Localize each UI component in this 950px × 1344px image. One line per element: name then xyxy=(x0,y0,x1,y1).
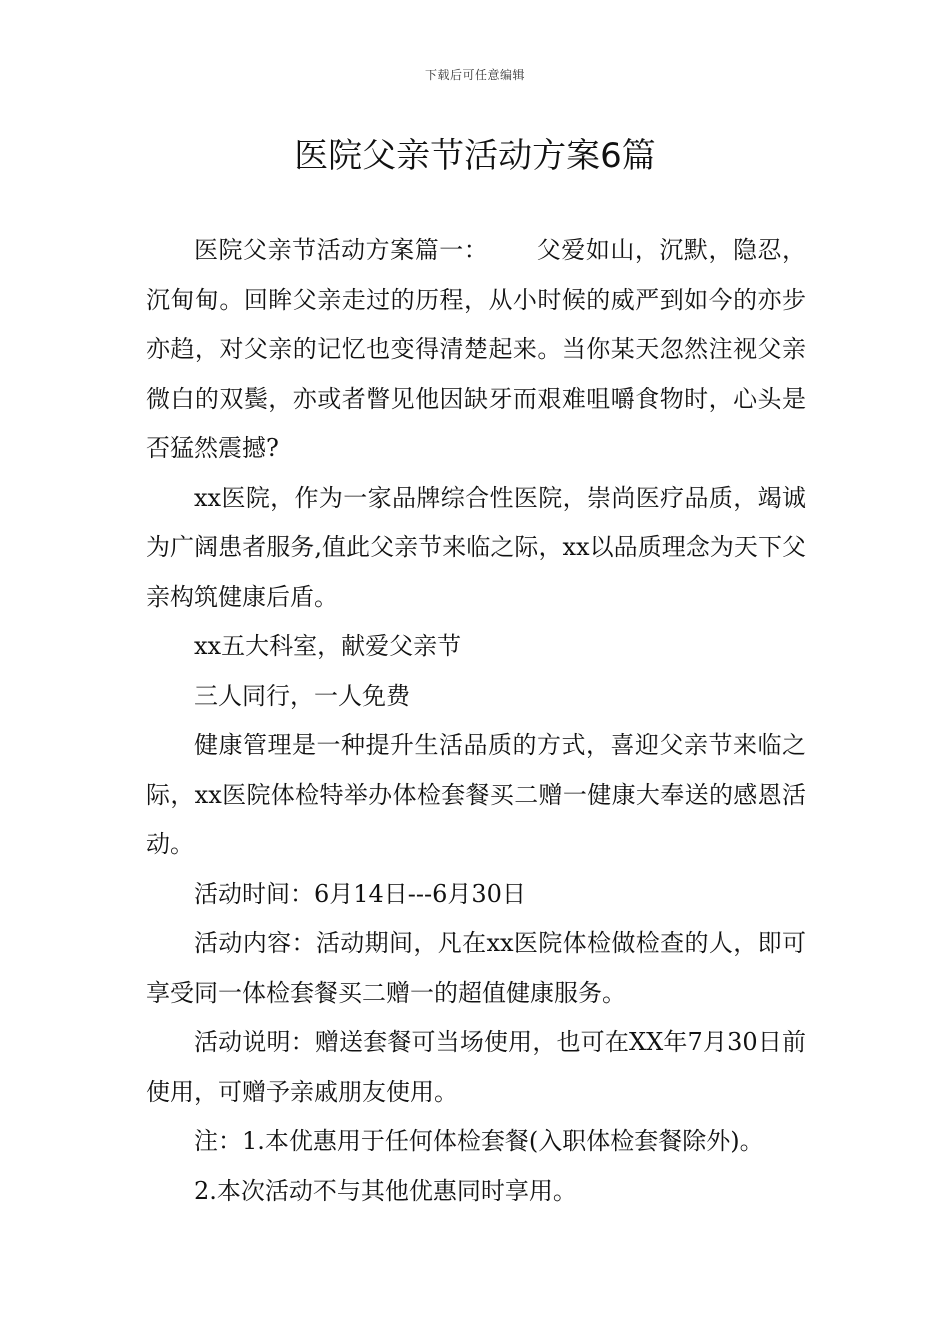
document-body xyxy=(146,226,806,1216)
paragraph-5: 健康管理是一种提升生活品质的方式，喜迎父亲节来临之际，xx医院体检特举办体检套餐买二赠一健康大奉送的感恩活动。 xyxy=(146,731,806,858)
header-note: 下载后可任意编辑 xyxy=(424,68,525,82)
paragraph-6: 活动时间：6月14日---6月30日 xyxy=(194,879,526,908)
paragraph-9: 注：1.本优惠用于任何体检套餐(入职体检套餐除外)。 xyxy=(194,1127,764,1155)
paragraph-4: 三人同行，一人免费 xyxy=(194,681,410,710)
paragraph-2: xx医院，作为一家品牌综合性医院，崇尚医疗品质，竭诚为广阔患者服务,值此父亲节来临之际，xx以品质理念为天下父亲构筑健康后盾。 xyxy=(146,483,806,611)
paragraph-1-lead: 医院父亲节活动方案篇一： xyxy=(194,236,489,264)
paragraph-10: 2.本次活动不与其他优惠同时享用。 xyxy=(194,1176,577,1205)
paragraph-7: 活动内容：活动期间，凡在xx医院体检做检查的人，即可享受同一体检套餐买二赠一的超值健康服务。 xyxy=(146,929,806,1007)
paragraph-3: xx五大科室，献爱父亲节 xyxy=(194,632,462,660)
document-title: 医院父亲节活动方案6篇 xyxy=(294,136,656,176)
paragraph-1 xyxy=(146,226,806,474)
paragraph-8: 活动说明：赠送套餐可当场使用，也可在XX年7月30日前使用，可赠予亲戚朋友使用。 xyxy=(146,1028,806,1106)
paragraph-1-text: 父爱如山，沉默，隐忍，沉甸甸。回眸父亲走过的历程，从小时候的威严到如今的亦步亦趋，对父亲的记忆也变得清楚起来。当你某天忽然注视父亲微白的双鬓，亦或者瞥见他因缺牙而艰难咀嚼食物时，心头是否猛然震撼? xyxy=(146,236,807,462)
